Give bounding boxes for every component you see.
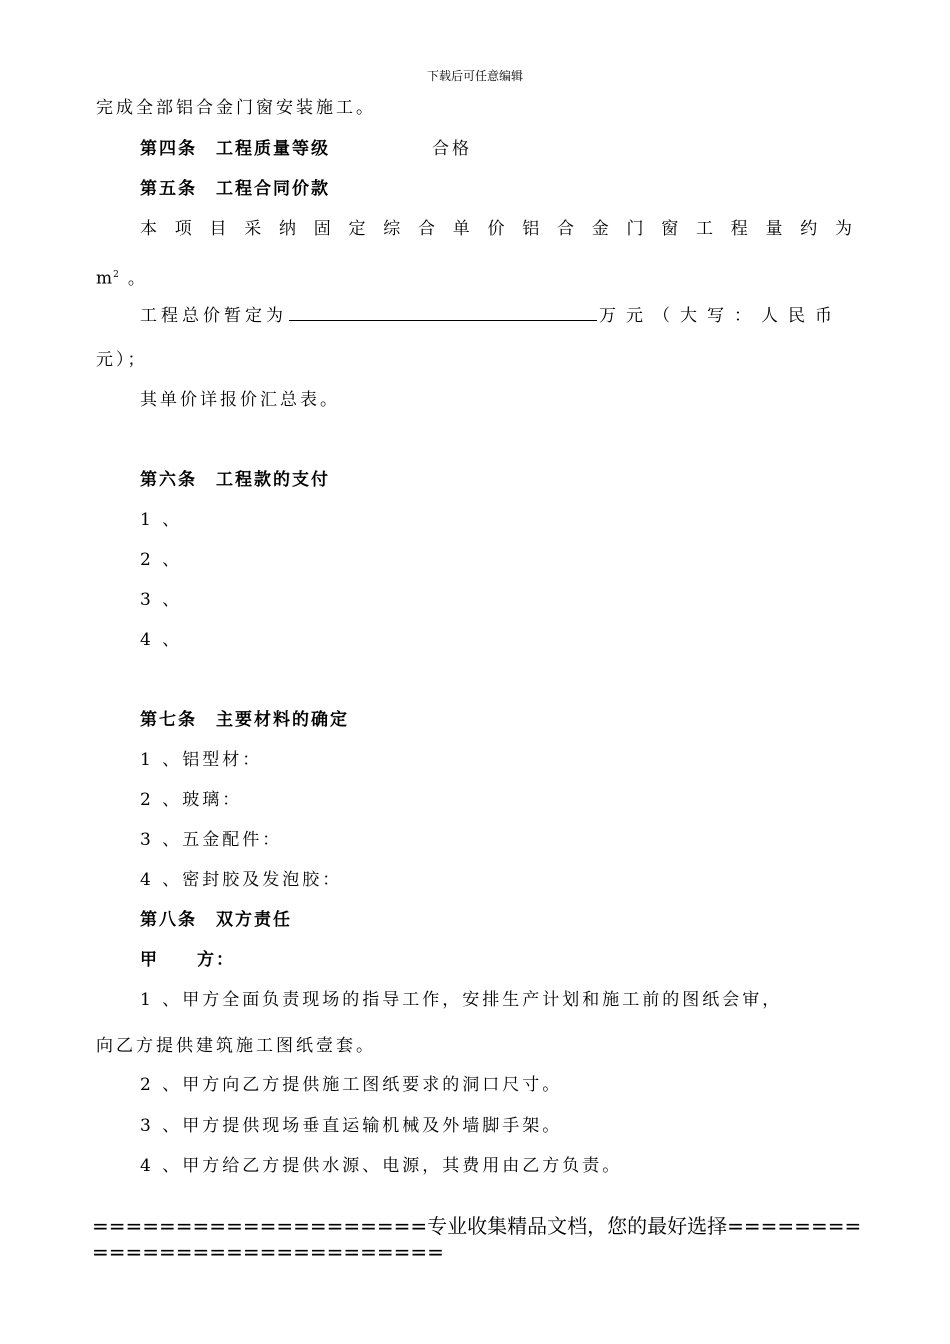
article-6-title: 第六条 工程款的支付 bbox=[140, 470, 330, 490]
list-item: 4 、 bbox=[140, 630, 183, 650]
char: 门 bbox=[626, 219, 644, 239]
char: 固 bbox=[313, 219, 331, 239]
party-a-heading: 甲 方： bbox=[140, 950, 235, 970]
unit-text: m bbox=[96, 268, 114, 289]
list-item: 4 、密封胶及发泡胶： bbox=[140, 870, 343, 890]
text-line: 其单价详报价汇总表。 bbox=[140, 390, 340, 410]
char: 合 bbox=[557, 219, 574, 239]
char: 为 bbox=[835, 219, 852, 239]
char: 工 bbox=[696, 219, 713, 239]
total-price-label: 工程总价暂定为 bbox=[140, 306, 287, 326]
header-note: 下载后可任意编辑 bbox=[426, 69, 523, 83]
article-5-title: 第五条 工程合同价款 bbox=[140, 179, 330, 199]
total-price-line bbox=[140, 304, 842, 326]
text-line: 完成全部铝合金门窗安装施工。 bbox=[96, 98, 376, 118]
text-line: 2 、甲方向乙方提供施工图纸要求的洞口尺寸。 bbox=[140, 1075, 563, 1095]
char: 目 bbox=[209, 219, 227, 239]
list-item: 2 、 bbox=[140, 550, 183, 570]
char: 价 bbox=[487, 219, 505, 239]
article-7-title: 第七条 主要材料的确定 bbox=[140, 710, 349, 730]
char: 铝 bbox=[522, 219, 540, 239]
quality-grade-value: 合格 bbox=[432, 139, 472, 159]
article-4-title: 第四条 工程质量等级 bbox=[140, 139, 330, 159]
char: 量 bbox=[765, 219, 783, 239]
list-item: 3 、五金配件： bbox=[140, 830, 283, 850]
list-item: 3 、 bbox=[140, 590, 183, 610]
char: 单 bbox=[452, 219, 470, 239]
unit-end: 。 bbox=[127, 268, 146, 289]
char: 约 bbox=[800, 219, 818, 239]
list-item: 2 、玻璃： bbox=[140, 790, 243, 810]
char: 综 bbox=[383, 219, 401, 239]
char: 程 bbox=[730, 219, 748, 239]
char: 窗 bbox=[661, 219, 679, 239]
text-line: 元）； bbox=[96, 350, 148, 370]
article-5-paragraph-1 bbox=[140, 219, 852, 239]
text-line: 3 、甲方提供现场垂直运输机械及外墙脚手架。 bbox=[140, 1116, 563, 1136]
char: 纳 bbox=[279, 219, 296, 239]
char: 采 bbox=[244, 219, 262, 239]
char: 金 bbox=[591, 219, 609, 239]
char: 项 bbox=[174, 219, 192, 239]
text-line: 1 、甲方全面负责现场的指导工作，安排生产计划和施工前的图纸会审， bbox=[140, 990, 783, 1010]
text-line: 4 、甲方给乙方提供水源、电源，其费用由乙方负责。 bbox=[140, 1156, 623, 1176]
list-item: 1 、铝型材： bbox=[140, 750, 263, 770]
unit-superscript: 2 bbox=[113, 270, 120, 280]
unit-line bbox=[96, 265, 146, 289]
char: 本 bbox=[140, 219, 157, 239]
char: 定 bbox=[348, 219, 366, 239]
char: 合 bbox=[418, 219, 435, 239]
text-line: 向乙方提供建筑施工图纸壹套。 bbox=[96, 1036, 376, 1056]
total-price-unit: 万元（大写：人民币 bbox=[599, 306, 842, 326]
article-8-title: 第八条 双方责任 bbox=[140, 910, 292, 930]
list-item: 1 、 bbox=[140, 510, 183, 530]
footer-banner: ====================专业收集精品文档，您的最好选择============================= bbox=[92, 1214, 862, 1264]
total-price-blank bbox=[289, 304, 597, 321]
